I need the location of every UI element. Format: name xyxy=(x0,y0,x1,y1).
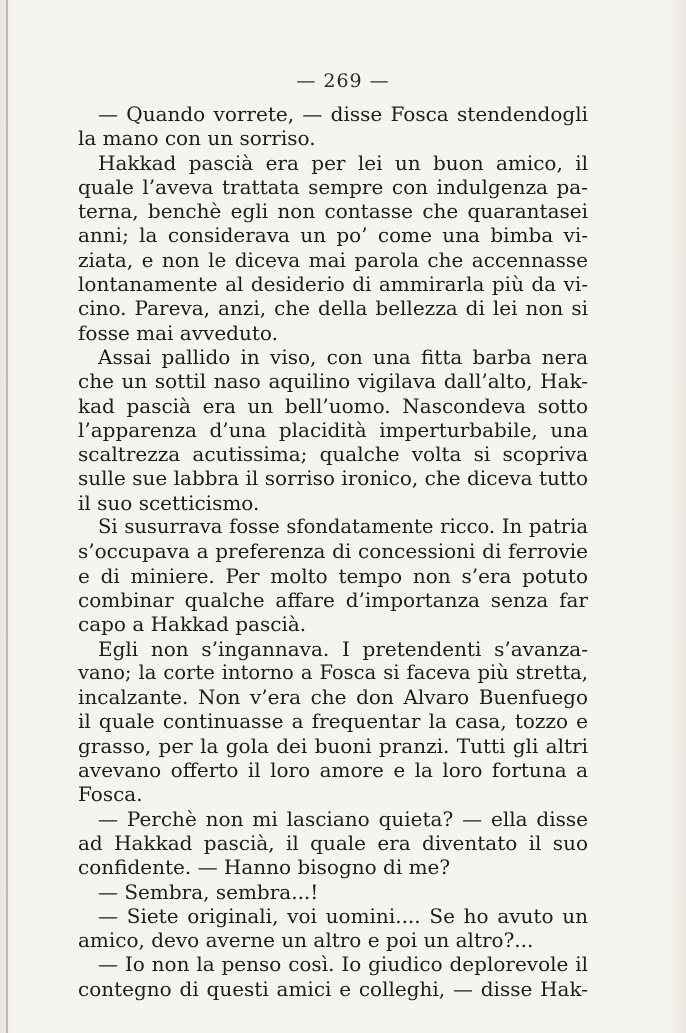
text-line: cino. Pareva, anzi, che della bellezza di lei non si xyxy=(78,296,588,321)
text-line: scaltrezza acutissima; qualche volta si scopriva xyxy=(78,442,588,467)
text-line: Si susurrava fosse sfondatamente ricco. In patria xyxy=(98,515,588,539)
text-line: sulle sue labbra il sorriso ironico, che diceva tutto xyxy=(78,466,588,491)
text-line: lontanamente al desiderio di ammirarla più da vi- xyxy=(78,272,588,297)
text-line: fosse mai avveduto. xyxy=(78,320,278,345)
page-number: — 269 — xyxy=(296,70,390,92)
text-line: Fosca. xyxy=(78,782,143,807)
text-line: anni; la considerava un po’ come una bimba vi- xyxy=(78,223,588,248)
text-line: vano; la corte intorno a Fosca si faceva più stretta, xyxy=(78,660,588,684)
text-line: — Sembra, sembra...! xyxy=(98,879,319,904)
text-line: grasso, per la gola dei buoni pranzi. Tutti gli altri xyxy=(78,733,588,758)
text-line: confidente. — Hanno bisogno di me? xyxy=(78,855,451,880)
body-text xyxy=(78,102,588,1001)
text-line: Assai pallido in viso, con una fitta barba nera xyxy=(98,344,588,369)
text-line: — Io non la penso così. Io giudico deplorevole il xyxy=(98,952,588,977)
text-line: s’occupava a preferenza di concessioni di ferrovie xyxy=(78,539,588,564)
text-line: ad Hakkad pascià, il quale era diventato il suo xyxy=(78,830,588,855)
text-line: e di miniere. Per molto tempo non s’era potuto xyxy=(78,563,588,588)
text-line: la mano con un sorriso. xyxy=(78,126,316,151)
text-line: il quale continuasse a frequentar la casa, tozzo e xyxy=(78,709,588,734)
text-line: contegno di questi amici e colleghi, — disse Hak- xyxy=(78,976,588,1001)
text-line: — Quando vorrete, — disse Fosca stendendogli xyxy=(98,102,588,126)
text-line: capo a Hakkad pascià. xyxy=(78,612,307,637)
text-line: quale l’aveva trattata sempre con indulgenza pa- xyxy=(78,174,588,199)
text-line: Hakkad pascià era per lei un buon amico, il xyxy=(98,150,588,175)
text-line: il suo scetticismo. xyxy=(78,490,260,515)
text-line: che un sottil naso aquilino vigilava dall’alto, Hak- xyxy=(78,369,588,394)
text-line: combinar qualche affare d’importanza senza far xyxy=(78,587,588,612)
text-line: avevano offerto il loro amore e la loro fortuna a xyxy=(78,758,588,783)
text-line: incalzante. Non v’era che don Alvaro Buenfuego xyxy=(78,685,588,710)
text-line: — Siete originali, voi uomini.... Se ho avuto un xyxy=(98,903,588,928)
text-line: — Perchè non mi lasciano quieta? — ella disse xyxy=(98,806,588,831)
text-line: Egli non s’ingannava. I pretendenti s’avanza- xyxy=(98,636,588,661)
text-line: l’apparenza d’una placidità imperturbabile, una xyxy=(78,417,588,442)
page-binding-edge xyxy=(6,0,8,1033)
text-line: ziata, e non le diceva mai parola che accennasse xyxy=(78,247,588,272)
text-line: kad pascià era un bell’uomo. Nascondeva sotto xyxy=(78,393,588,418)
text-line: amico, devo averne un altro e poi un altro?... xyxy=(78,928,534,953)
text-line: terna, benchè egli non contasse che quarantasei xyxy=(78,199,588,224)
